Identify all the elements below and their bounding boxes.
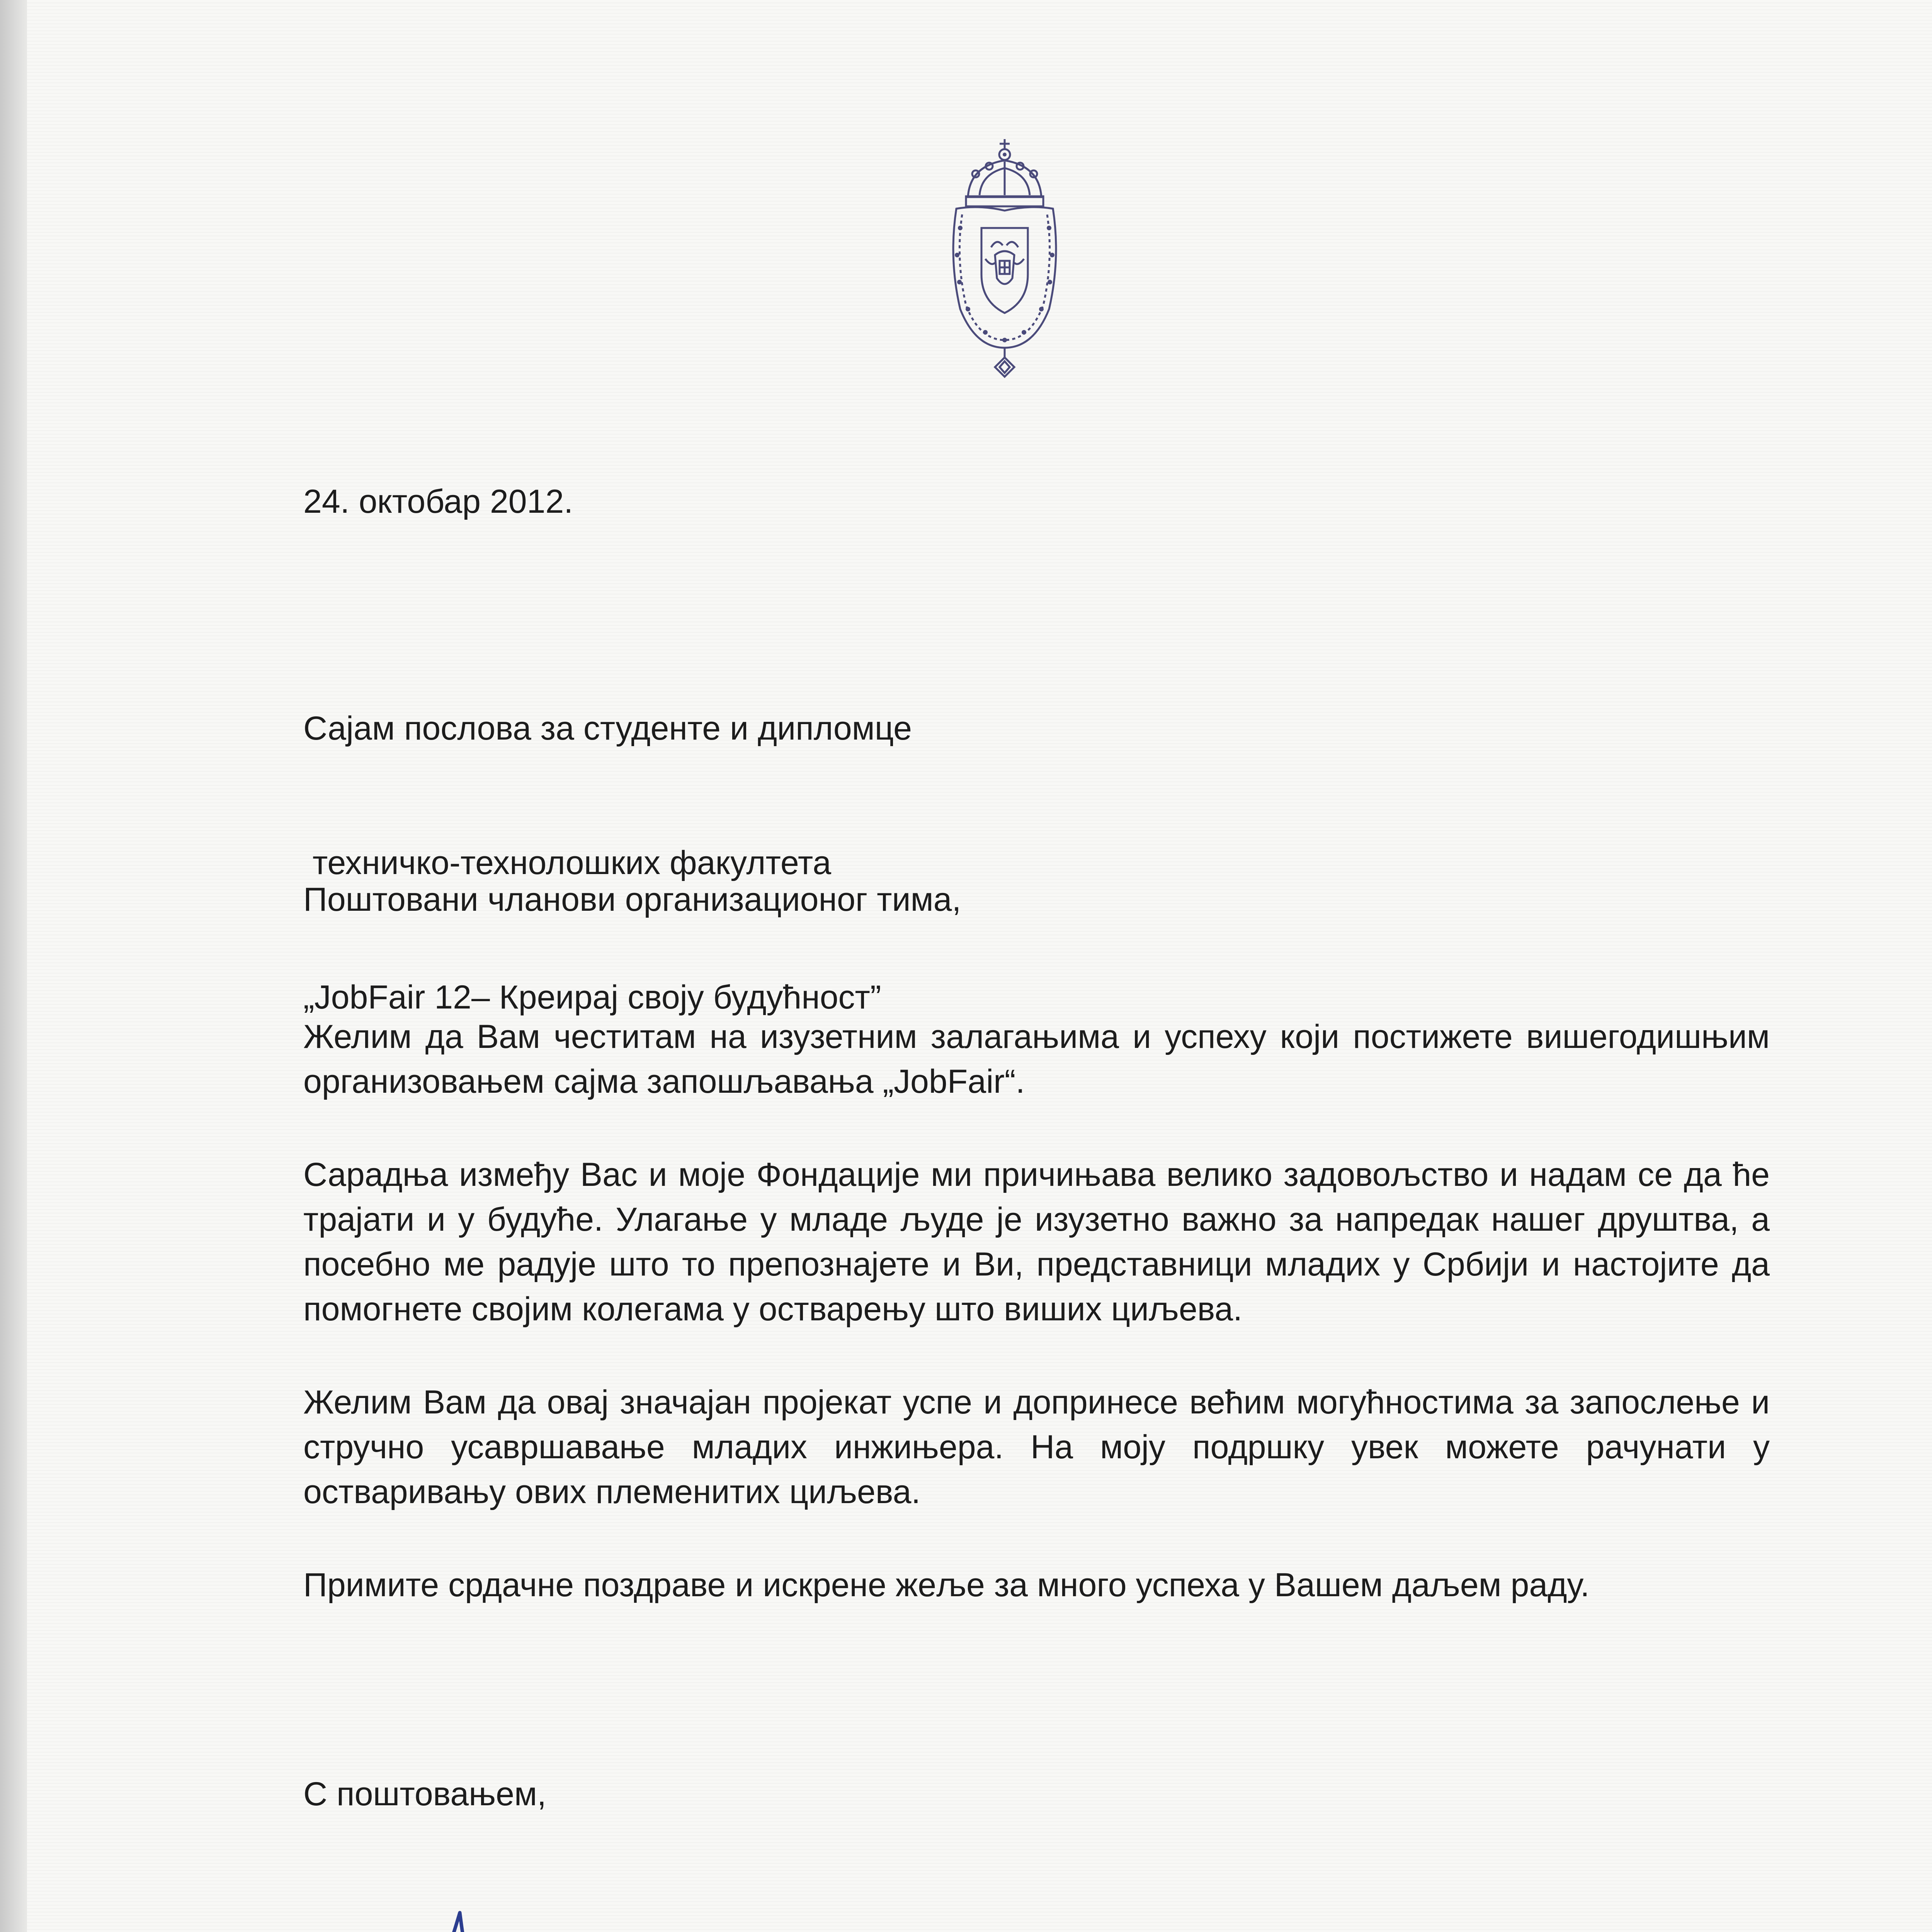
royal-coat-of-arms-icon <box>933 131 1076 379</box>
body-paragraph-1: Желим да Вам честитам на изузетним залагањима и успеху који постижете вишегодишњим организовањем сајма запошљавања „JobFair“. <box>303 1018 1770 1100</box>
body-paragraph-2: Сарадња између Вас и моје Фондације ми причињава велико задовољство и надам се да ће трајати и у будуће. Улагање у младе људе је изузетно важно за напредак нашег друштва, а посебно ме радује што то препознајете и Ви, представници младих у Србији и настојите да помогнете својим колегама у остварењу што виших циљева. <box>303 1156 1770 1328</box>
letter-body <box>303 1014 1770 1656</box>
body-paragraph-4: Примите срдачне поздраве и искрене жеље за много успеха у Вашем даљем раду. <box>303 1566 1590 1604</box>
subject-line-2: техничко-технолошких факултета <box>303 844 832 881</box>
letter-date: 24. октобар 2012. <box>303 483 573 520</box>
handwritten-signature <box>394 1882 804 1932</box>
subject-line-3: „JobFair 12– Креирај своју будућност” <box>303 979 881 1016</box>
subject-line-1: Сајам послова за студенте и дипломце <box>303 710 912 747</box>
body-paragraph-3: Желим Вам да овај значајан пројекат успе и допринесе већим могућностима за запослење и стручно усавршавање младих инжињера. На моју подршку увек можете рачунати у остваривању ових племенитих циљева. <box>303 1384 1770 1510</box>
letter-closing: С поштовањем, <box>303 1776 546 1813</box>
letter-salutation: Поштовани чланови организационог тима, <box>303 881 961 918</box>
